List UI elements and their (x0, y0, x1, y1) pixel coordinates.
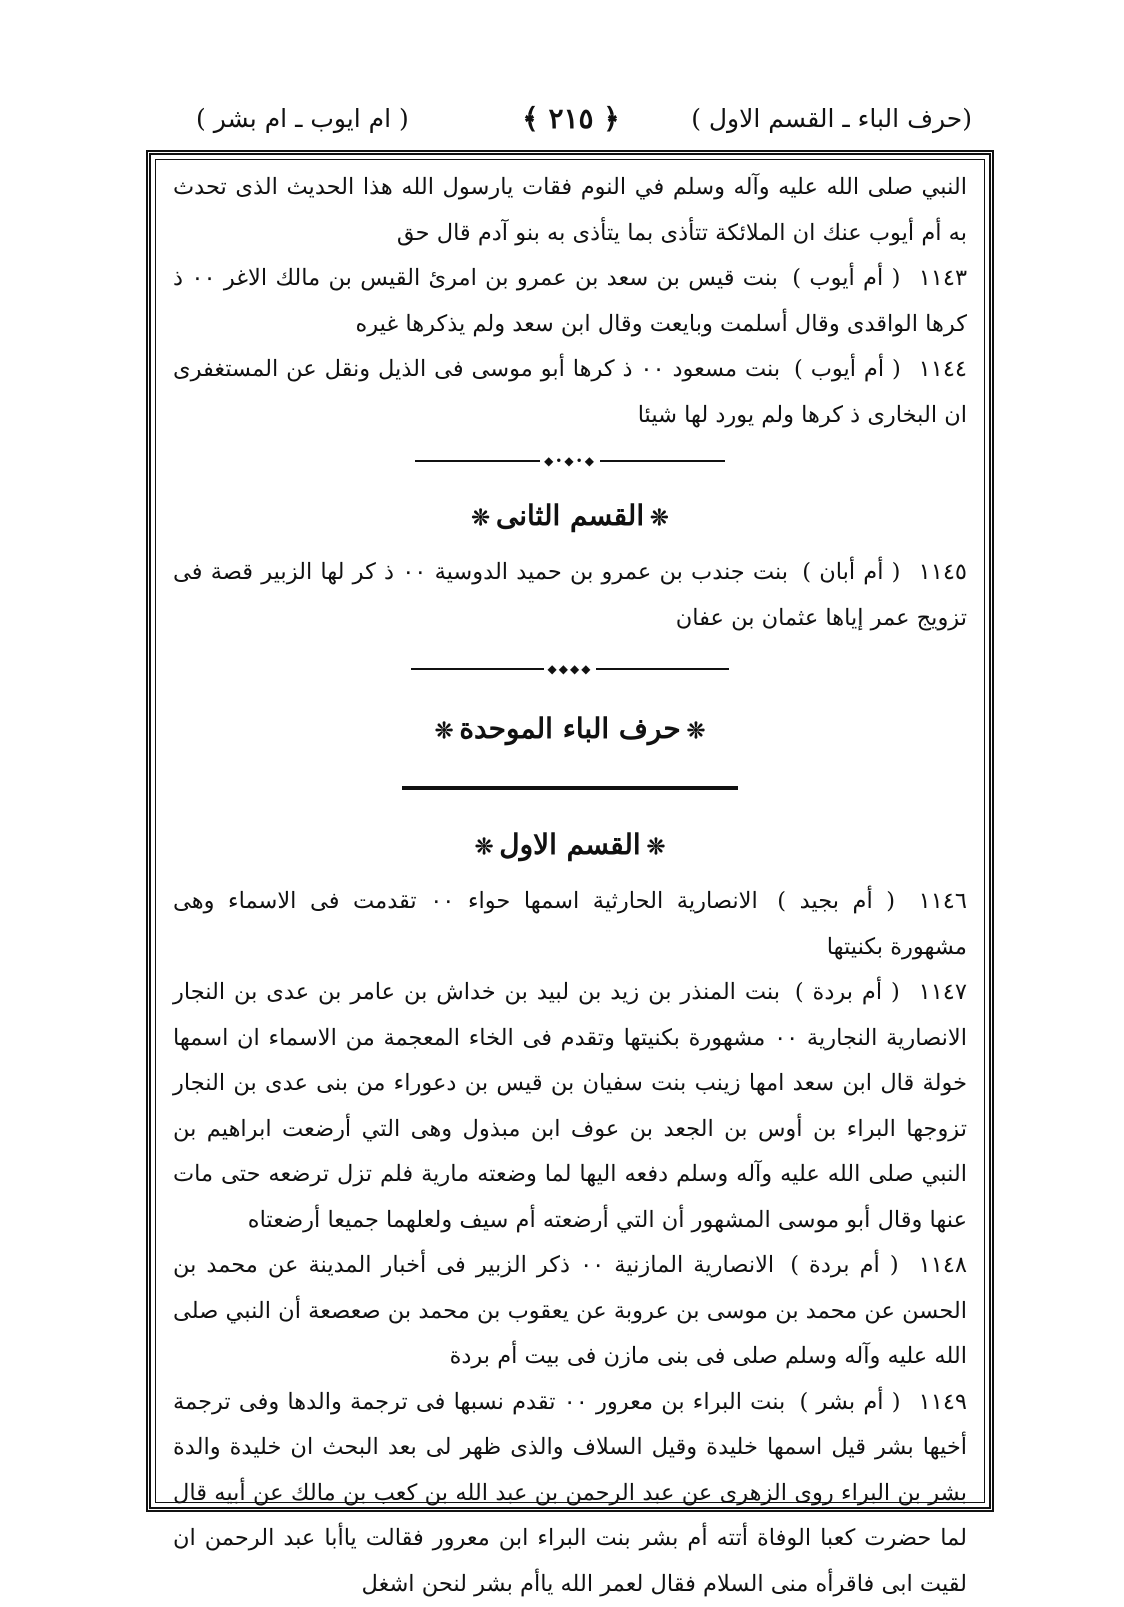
entry-name: ( أم أيوب ) (794, 356, 901, 382)
section-divider (173, 641, 967, 697)
entry-number: ١١٤٥ (919, 559, 967, 585)
text-frame (146, 150, 994, 1512)
entry-1149 (173, 1380, 967, 1607)
entry-number: ١١٤٧ (919, 979, 967, 1005)
entry-number: ١١٤٩ (919, 1389, 967, 1415)
entry-text: الانصارية الحارثية اسمها حواء ٠٠ تقدمت فى الاسماء وهى مشهورة بكنيتها (173, 888, 967, 960)
ornament-icon: ❊ (650, 505, 668, 531)
entry-name: ( أم بجيد ) (777, 888, 895, 914)
page-number: ﴿ ٢١٥ ﴾ (148, 102, 994, 135)
ornament-icon: ❊ (435, 718, 453, 744)
entry-1144 (173, 347, 967, 438)
header-chapter-title: (حرف الباء ـ القسم الاول ) (691, 104, 972, 133)
entry-text: بنت قيس بن سعد بن عمرو بن امرئ القيس بن مالك الاغر ٠٠ ذ كرها الواقدى وقال أسلمت وبايعت وقال ابن سعد ولم يذكرها غيره (173, 265, 967, 337)
entry-text: بنت المنذر بن زيد بن لبيد بن خداش بن عامر بن عدى بن النجار الانصارية النجارية ٠٠ مشهورة بكنيتها وتقدم فى الخاء المعجمة من الاسماء ان اسمها خولة قال ابن سعد امها زينب بنت سفيان بن قيس بن دعوراء من بنى عدى بن النجار تزوجها البراء بن أوس بن الجعد بن عوف ابن مبذول وهى التي أرضعت ابراهيم بن النبي صلى الله عليه وآله وسلم دفعه اليها لما وضعته مارية فلم تزل ترضعه حتى مات عنها وقال أبو موسى المشهور أن التي أرضعته أم سيف ولعلهما جميعا أرضعتاه (173, 979, 967, 1233)
section-heading: ❊القسم الاول❊ (173, 813, 967, 879)
ornament-icon: ❊ (471, 505, 489, 531)
entry-name: ( أم بردة ) (795, 979, 900, 1005)
divider-ornament: ◆◆◆◆ (544, 663, 597, 675)
entry-text: بنت مسعود ٠٠ ذ كرها أبو موسى فى الذيل ونقل عن المستغفرى ان البخارى ذ كرها ولم يورد لها شيئا (173, 356, 967, 428)
entry-number: ١١٤٨ (919, 1252, 967, 1278)
divider-ornament: ◆•◆•◆ (540, 455, 600, 467)
entry-text: الانصارية المازنية ٠٠ ذكر الزبير فى أخبار المدينة عن محمد بن الحسن عن محمد بن موسى بن عروبة عن يعقوب بن محمد بن صعصعة أن النبي صلى الله عليه وآله وسلم صلى فى بنى مازن فى بيت أم بردة (173, 1252, 967, 1369)
entry-1146 (173, 879, 967, 970)
entry-name: ( أم بردة ) (790, 1252, 898, 1278)
paragraph-continuation: النبي صلى الله عليه وآله وسلم في النوم فقات يارسول الله هذا الحديث الذى تحدث به أم أيوب عنك ان الملائكة تتأذى بما يتأذى به بنو آدم قال حق (173, 165, 967, 256)
entry-1145 (173, 550, 967, 641)
entry-name: ( أم أيوب ) (792, 265, 900, 291)
page-header (148, 98, 994, 148)
entry-1143 (173, 256, 967, 347)
section-heading: ❊القسم الثانى❊ (173, 484, 967, 550)
ornament-icon: ❊ (647, 834, 665, 860)
entry-1148 (173, 1243, 967, 1380)
letter-heading: ❊حرف الباء الموحدة❊ (173, 697, 967, 763)
entry-text: بنت جندب بن عمرو بن حميد الدوسية ٠٠ ذ كر لها الزبير قصة فى تزويج عمر إياها عثمان بن عفان (173, 559, 967, 631)
header-entry-range: ( ام ايوب ـ ام بشر ) (196, 104, 409, 133)
ornament-icon: ❊ (687, 718, 705, 744)
entry-number: ١١٤٣ (919, 265, 967, 291)
entry-number: ١١٤٦ (919, 888, 967, 914)
entry-number: ١١٤٤ (919, 356, 967, 382)
section-divider (173, 438, 967, 484)
entry-name: ( أم بشر ) (799, 1389, 900, 1415)
entry-text: بنت البراء بن معرور ٠٠ تقدم نسبها فى ترجمة والدها وفى ترجمة أخيها بشر قيل اسمها خليدة وقيل السلاف والذى ظهر لى بعد البحث ان خليدة والدة بشر بن البراء روى الزهرى عن عبد الرحمن بن عبد الله بن كعب بن مالك عن أبيه قال لما حضرت كعبا الوفاة أتته أم بشر بنت البراء ابن معرور فقالت ياأبا عبد الرحمن ان لقيت ابى فاقرأه منى السلام فقال لعمر الله ياأم بشر لنحن اشغل (173, 1389, 967, 1597)
section-divider (173, 763, 967, 813)
entry-1147 (173, 970, 967, 1243)
main-text (173, 165, 967, 1607)
ornament-icon: ❊ (475, 834, 493, 860)
entry-name: ( أم أبان ) (802, 559, 900, 585)
